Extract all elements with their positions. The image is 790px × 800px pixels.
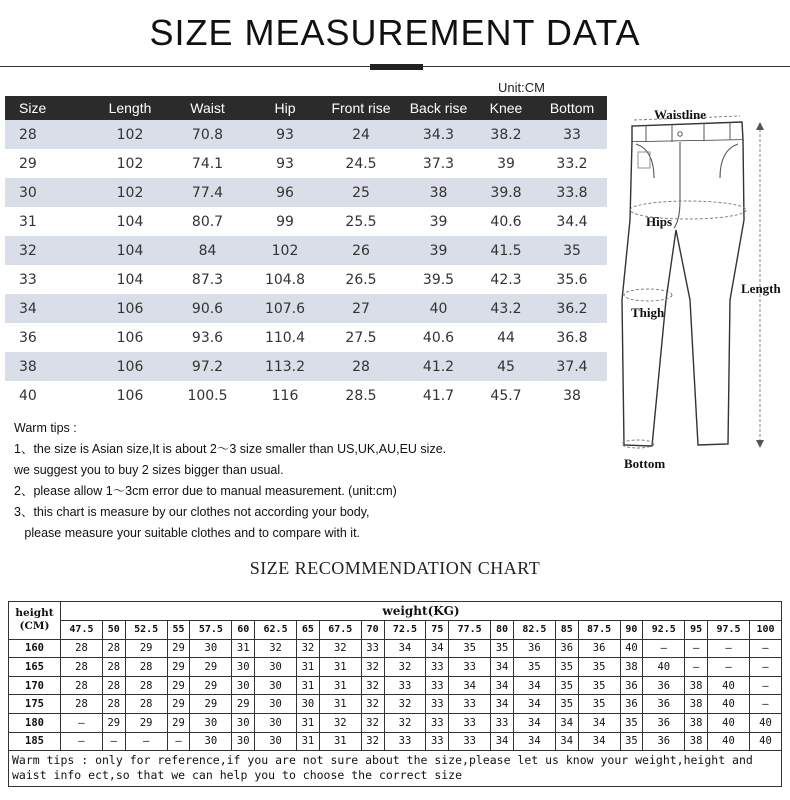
recommended-size-cell: 34	[555, 732, 578, 751]
page-title: SIZE MEASUREMENT DATA	[149, 12, 641, 53]
recommended-size-cell: 38	[620, 658, 643, 677]
size-cell: 39	[402, 236, 475, 265]
size-cell: 34	[5, 294, 95, 323]
recommended-size-cell: 31	[297, 713, 320, 732]
recommended-size-cell: 29	[167, 658, 190, 677]
weight-value: 62.5	[255, 621, 297, 640]
recommended-size-cell: 35	[555, 676, 578, 695]
recommended-size-cell: 32	[361, 695, 384, 714]
recommended-size-cell: 40	[749, 713, 781, 732]
recommended-size-cell: 28	[102, 676, 125, 695]
height-value: 175	[9, 695, 61, 714]
recommended-size-cell: 28	[102, 695, 125, 714]
weight-value: 50	[102, 621, 125, 640]
recommended-size-cell: 33	[426, 658, 449, 677]
weight-header: weight(KG)	[61, 602, 782, 621]
size-cell: 99	[250, 207, 320, 236]
recommended-size-cell: 33	[449, 732, 491, 751]
recommended-size-cell: 28	[102, 639, 125, 658]
weight-value: 47.5	[61, 621, 103, 640]
size-cell: 28	[5, 120, 95, 149]
recommended-size-cell: 28	[61, 676, 103, 695]
recommendation-row	[9, 713, 782, 732]
size-cell: 33	[5, 265, 95, 294]
size-cell: 39.8	[475, 178, 537, 207]
recommended-size-cell: 33	[449, 658, 491, 677]
recommended-size-cell: 30	[232, 732, 255, 751]
recommended-size-cell: 31	[297, 658, 320, 677]
recommended-size-cell: 35	[620, 732, 643, 751]
size-cell: 36.8	[537, 323, 607, 352]
recommended-size-cell: 35	[620, 713, 643, 732]
size-cell: 35	[537, 236, 607, 265]
tips-line: 2、please allow 1～3cm error due to manual measurement. (unit:cm)	[14, 484, 397, 498]
size-cell: 25	[320, 178, 402, 207]
size-row	[5, 265, 607, 294]
recommended-size-cell: 36	[513, 639, 555, 658]
size-cell: 37.3	[402, 149, 475, 178]
recommended-size-cell: 29	[232, 695, 255, 714]
size-cell: 96	[250, 178, 320, 207]
size-cell: 104	[95, 236, 165, 265]
recommended-size-cell: 38	[685, 732, 708, 751]
recommended-size-cell: —	[749, 658, 781, 677]
recommended-size-cell: 33	[384, 732, 426, 751]
pants-diagram	[610, 100, 790, 480]
weight-value: 77.5	[449, 621, 491, 640]
recommended-size-cell: 33	[426, 713, 449, 732]
size-cell: 32	[5, 236, 95, 265]
size-cell: 40.6	[402, 323, 475, 352]
recommendation-row	[9, 732, 782, 751]
size-col-header: Front rise	[320, 96, 402, 120]
recommended-size-cell: 36	[620, 695, 643, 714]
recommended-size-cell: 30	[255, 732, 297, 751]
weight-value: 70	[361, 621, 384, 640]
height-value: 170	[9, 676, 61, 695]
size-cell: 93	[250, 149, 320, 178]
size-cell: 28.5	[320, 381, 402, 410]
size-cell: 102	[95, 120, 165, 149]
size-cell: 40	[5, 381, 95, 410]
recommended-size-cell: 36	[620, 676, 643, 695]
size-cell: 45	[475, 352, 537, 381]
size-cell: 38	[402, 178, 475, 207]
recommended-size-cell: 32	[384, 695, 426, 714]
size-cell: 26.5	[320, 265, 402, 294]
size-cell: 27.5	[320, 323, 402, 352]
recommended-size-cell: 29	[167, 639, 190, 658]
warm-tips	[14, 418, 446, 544]
size-cell: 104	[95, 265, 165, 294]
size-cell: 87.3	[165, 265, 250, 294]
weight-value: 52.5	[125, 621, 167, 640]
recommended-size-cell: —	[102, 732, 125, 751]
size-row	[5, 294, 607, 323]
recommended-size-cell: 30	[190, 732, 232, 751]
size-col-header: Knee	[475, 96, 537, 120]
tips-line: 3、this chart is measure by our clothes not according your body,	[14, 505, 370, 519]
size-cell: 26	[320, 236, 402, 265]
weight-value: 80	[491, 621, 514, 640]
recommended-size-cell: 32	[361, 732, 384, 751]
recommended-size-cell: 36	[578, 639, 620, 658]
size-cell: 36	[5, 323, 95, 352]
weight-value: 72.5	[384, 621, 426, 640]
size-cell: 100.5	[165, 381, 250, 410]
recommended-size-cell: 33	[426, 695, 449, 714]
size-cell: 34.4	[537, 207, 607, 236]
size-row	[5, 207, 607, 236]
recommended-size-cell: 28	[102, 658, 125, 677]
weight-value: 85	[555, 621, 578, 640]
recommended-size-cell: 30	[232, 713, 255, 732]
recommended-size-cell: 34	[578, 713, 620, 732]
size-cell: 37.4	[537, 352, 607, 381]
height-value: 180	[9, 713, 61, 732]
size-cell: 102	[95, 178, 165, 207]
recommended-size-cell: 34	[555, 713, 578, 732]
recommendation-row	[9, 695, 782, 714]
recommended-size-cell: 32	[319, 639, 361, 658]
size-cell: 34.3	[402, 120, 475, 149]
size-cell: 27	[320, 294, 402, 323]
size-col-header: Waist	[165, 96, 250, 120]
recommendation-note: Warm tips : only for reference,if you are not sure about the size,please let us know your weight,height and waist info ect,so that we can help you to choose the correct size	[9, 751, 782, 787]
size-row	[5, 323, 607, 352]
recommended-size-cell: 40	[643, 658, 685, 677]
recommended-size-cell: 33	[426, 732, 449, 751]
weight-value: 60	[232, 621, 255, 640]
size-cell: 33.2	[537, 149, 607, 178]
recommended-size-cell: 32	[319, 713, 361, 732]
title-accent-bar	[370, 64, 423, 70]
recommended-size-cell: 35	[578, 658, 620, 677]
size-cell: 110.4	[250, 323, 320, 352]
weight-value: 67.5	[319, 621, 361, 640]
size-cell: 40	[402, 294, 475, 323]
length-label: Length	[741, 281, 781, 296]
recommended-size-cell: 32	[361, 658, 384, 677]
weight-value: 90	[620, 621, 643, 640]
size-cell: 41.5	[475, 236, 537, 265]
recommended-size-cell: 32	[384, 713, 426, 732]
size-col-header: Hip	[250, 96, 320, 120]
size-cell: 24	[320, 120, 402, 149]
recommended-size-cell: 34	[513, 732, 555, 751]
size-cell: 39.5	[402, 265, 475, 294]
recommendation-title: SIZE RECOMMENDATION CHART	[249, 558, 541, 578]
recommended-size-cell: 28	[125, 676, 167, 695]
recommended-size-cell: —	[685, 639, 708, 658]
size-cell: 107.6	[250, 294, 320, 323]
weight-value: 65	[297, 621, 320, 640]
recommended-size-cell: 31	[297, 732, 320, 751]
recommended-size-cell: 29	[125, 713, 167, 732]
recommended-size-cell: 31	[232, 639, 255, 658]
recommended-size-cell: 35	[555, 658, 578, 677]
recommended-size-cell: 29	[167, 713, 190, 732]
recommended-size-cell: 30	[255, 713, 297, 732]
size-row	[5, 120, 607, 149]
recommended-size-cell: 36	[555, 639, 578, 658]
size-row	[5, 236, 607, 265]
recommended-size-cell: 34	[384, 639, 426, 658]
size-cell: 45.7	[475, 381, 537, 410]
height-value: 165	[9, 658, 61, 677]
recommended-size-cell: 40	[708, 713, 750, 732]
waistline-label: Waistline	[654, 107, 707, 122]
size-recommendation-table	[8, 601, 782, 787]
size-cell: 104	[95, 207, 165, 236]
recommended-size-cell: 30	[232, 658, 255, 677]
size-cell: 40.6	[475, 207, 537, 236]
recommended-size-cell: 38	[685, 713, 708, 732]
size-row	[5, 149, 607, 178]
size-cell: 113.2	[250, 352, 320, 381]
size-cell: 33.8	[537, 178, 607, 207]
recommended-size-cell: 31	[319, 732, 361, 751]
recommended-size-cell: 40	[749, 732, 781, 751]
recommended-size-cell: 36	[643, 676, 685, 695]
recommended-size-cell: —	[61, 713, 103, 732]
recommended-size-cell: 34	[578, 732, 620, 751]
recommended-size-cell: —	[749, 639, 781, 658]
recommended-size-cell: 33	[426, 676, 449, 695]
recommended-size-cell: 34	[491, 695, 514, 714]
recommended-size-cell: 36	[643, 695, 685, 714]
recommended-size-cell: 29	[125, 639, 167, 658]
recommended-size-cell: 33	[491, 713, 514, 732]
recommended-size-cell: 30	[255, 695, 297, 714]
recommended-size-cell: 34	[491, 732, 514, 751]
size-col-header: Length	[95, 96, 165, 120]
recommended-size-cell: 34	[513, 695, 555, 714]
size-cell: 93.6	[165, 323, 250, 352]
recommended-size-cell: —	[749, 695, 781, 714]
recommended-size-cell: 33	[449, 713, 491, 732]
recommended-size-cell: 32	[361, 713, 384, 732]
size-cell: 70.8	[165, 120, 250, 149]
recommended-size-cell: —	[749, 676, 781, 695]
weight-value: 82.5	[513, 621, 555, 640]
size-cell: 39	[402, 207, 475, 236]
recommended-size-cell: 28	[125, 658, 167, 677]
size-cell: 106	[95, 381, 165, 410]
recommended-size-cell: 31	[297, 676, 320, 695]
recommended-size-cell: 28	[125, 695, 167, 714]
size-cell: 38	[537, 381, 607, 410]
weight-value: 100	[749, 621, 781, 640]
size-cell: 106	[95, 323, 165, 352]
recommended-size-cell: 35	[513, 658, 555, 677]
bottom-label: Bottom	[624, 456, 666, 471]
recommended-size-cell: —	[685, 658, 708, 677]
size-cell: 104.8	[250, 265, 320, 294]
unit-label: Unit:CM	[498, 80, 545, 95]
weight-value: 75	[426, 621, 449, 640]
recommended-size-cell: 28	[61, 695, 103, 714]
size-cell: 29	[5, 149, 95, 178]
size-cell: 102	[95, 149, 165, 178]
recommendation-row	[9, 658, 782, 677]
recommendation-row	[9, 639, 782, 658]
recommended-size-cell: 28	[61, 639, 103, 658]
tips-line: we suggest you to buy 2 sizes bigger than usual.	[14, 463, 284, 477]
recommended-size-cell: 36	[643, 713, 685, 732]
size-cell: 33	[537, 120, 607, 149]
recommended-size-cell: 33	[361, 639, 384, 658]
height-value: 160	[9, 639, 61, 658]
recommended-size-cell: 34	[491, 658, 514, 677]
size-cell: 84	[165, 236, 250, 265]
size-cell: 38	[5, 352, 95, 381]
recommended-size-cell: 31	[319, 658, 361, 677]
recommended-size-cell: 35	[555, 695, 578, 714]
size-measurement-table	[5, 96, 607, 410]
size-cell: 36.2	[537, 294, 607, 323]
recommended-size-cell: 30	[190, 713, 232, 732]
recommended-size-cell: 32	[361, 676, 384, 695]
recommended-size-cell: —	[125, 732, 167, 751]
recommended-size-cell: 29	[190, 658, 232, 677]
recommended-size-cell: 35	[578, 676, 620, 695]
recommended-size-cell: 29	[190, 676, 232, 695]
recommended-size-cell: 32	[297, 639, 320, 658]
height-unit-label: (CM)	[19, 620, 50, 633]
recommended-size-cell: —	[167, 732, 190, 751]
size-cell: 106	[95, 294, 165, 323]
size-col-header: Back rise	[402, 96, 475, 120]
size-row	[5, 381, 607, 410]
size-col-header: Bottom	[537, 96, 607, 120]
recommended-size-cell: 28	[61, 658, 103, 677]
size-cell: 116	[250, 381, 320, 410]
size-row	[5, 178, 607, 207]
recommended-size-cell: 31	[319, 695, 361, 714]
weight-value: 87.5	[578, 621, 620, 640]
size-cell: 74.1	[165, 149, 250, 178]
size-col-header: Size	[5, 96, 95, 120]
recommended-size-cell: 38	[685, 695, 708, 714]
weight-value: 97.5	[708, 621, 750, 640]
recommended-size-cell: 40	[620, 639, 643, 658]
recommended-size-cell: 34	[449, 676, 491, 695]
recommended-size-cell: 40	[708, 676, 750, 695]
size-cell: 97.2	[165, 352, 250, 381]
weight-value: 55	[167, 621, 190, 640]
recommended-size-cell: 34	[513, 713, 555, 732]
tips-line: Warm tips :	[14, 421, 77, 435]
tips-line: 1、the size is Asian size,It is about 2～3 size smaller than US,UK,AU,EU size.	[14, 442, 447, 456]
size-cell: 41.2	[402, 352, 475, 381]
recommended-size-cell: 29	[167, 695, 190, 714]
recommended-size-cell: —	[61, 732, 103, 751]
weight-value: 57.5	[190, 621, 232, 640]
recommended-size-cell: 34	[513, 676, 555, 695]
recommended-size-cell: 30	[255, 676, 297, 695]
recommended-size-cell: 29	[190, 695, 232, 714]
size-cell: 44	[475, 323, 537, 352]
weight-value: 92.5	[643, 621, 685, 640]
size-cell: 93	[250, 120, 320, 149]
size-cell: 90.6	[165, 294, 250, 323]
recommended-size-cell: 30	[255, 658, 297, 677]
recommended-size-cell: —	[708, 639, 750, 658]
size-cell: 30	[5, 178, 95, 207]
recommended-size-cell: 35	[578, 695, 620, 714]
recommended-size-cell: 34	[426, 639, 449, 658]
recommended-size-cell: 40	[708, 695, 750, 714]
hips-label: Hips	[646, 214, 673, 229]
size-cell: 35.6	[537, 265, 607, 294]
recommended-size-cell: 38	[685, 676, 708, 695]
weight-values-row	[9, 621, 782, 640]
size-cell: 42.3	[475, 265, 537, 294]
recommended-size-cell: 34	[491, 676, 514, 695]
recommended-size-cell: 35	[449, 639, 491, 658]
thigh-label: Thigh	[631, 305, 665, 320]
recommended-size-cell: —	[643, 639, 685, 658]
recommended-size-cell: 40	[708, 732, 750, 751]
height-header	[9, 602, 61, 640]
size-cell: 106	[95, 352, 165, 381]
size-cell: 102	[250, 236, 320, 265]
size-row	[5, 352, 607, 381]
size-cell: 28	[320, 352, 402, 381]
recommended-size-cell: 31	[319, 676, 361, 695]
size-cell: 31	[5, 207, 95, 236]
recommended-size-cell: 35	[491, 639, 514, 658]
recommended-size-cell: 33	[384, 676, 426, 695]
height-header-label: height	[15, 607, 54, 620]
tips-line: please measure your suitable clothes and to compare with it.	[14, 526, 361, 540]
recommended-size-cell: 30	[297, 695, 320, 714]
recommended-size-cell: 30	[190, 639, 232, 658]
recommended-size-cell: 30	[232, 676, 255, 695]
height-value: 185	[9, 732, 61, 751]
weight-value: 95	[685, 621, 708, 640]
recommendation-row	[9, 676, 782, 695]
size-cell: 38.2	[475, 120, 537, 149]
recommended-size-cell: 32	[255, 639, 297, 658]
size-cell: 80.7	[165, 207, 250, 236]
size-cell: 39	[475, 149, 537, 178]
size-cell: 24.5	[320, 149, 402, 178]
recommended-size-cell: 29	[167, 676, 190, 695]
recommended-size-cell: 36	[643, 732, 685, 751]
recommended-size-cell: 33	[449, 695, 491, 714]
recommended-size-cell: 32	[384, 658, 426, 677]
size-cell: 77.4	[165, 178, 250, 207]
recommended-size-cell: 29	[102, 713, 125, 732]
size-cell: 25.5	[320, 207, 402, 236]
recommended-size-cell: —	[708, 658, 750, 677]
size-table-header	[5, 96, 607, 120]
size-cell: 43.2	[475, 294, 537, 323]
size-cell: 41.7	[402, 381, 475, 410]
